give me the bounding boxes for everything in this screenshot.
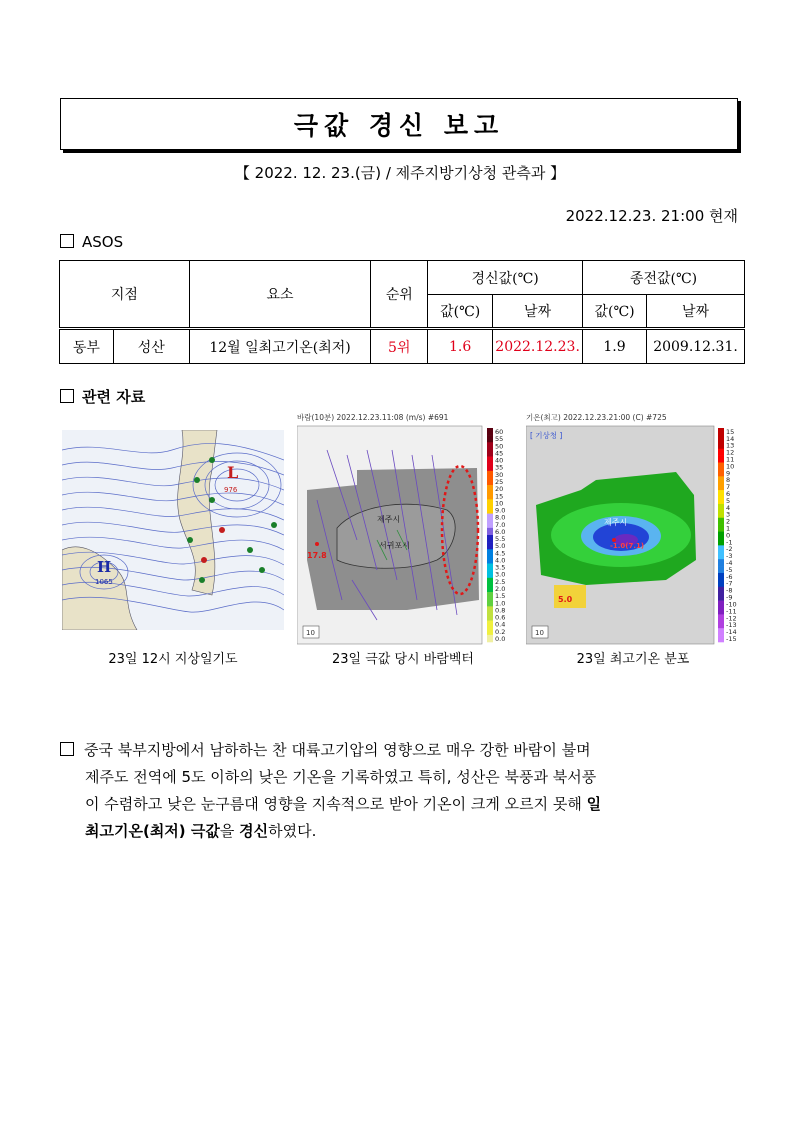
- colorbar-tick-label: -12: [726, 614, 737, 623]
- temp-scale-label: 10: [535, 629, 544, 637]
- colorbar-swatch: [487, 635, 493, 642]
- colorbar-tick-label: -14: [726, 628, 737, 637]
- colorbar-tick-label: 0.6: [495, 613, 506, 622]
- colorbar-swatch: [487, 464, 493, 471]
- colorbar-tick-label: 35: [495, 463, 504, 472]
- temp-map-tag: [ 기상청 ]: [530, 431, 563, 440]
- colorbar-tick-label: -4: [726, 559, 733, 568]
- colorbar-tick-label: 3.5: [495, 563, 506, 572]
- colorbar-swatch: [718, 463, 724, 470]
- colorbar-swatch: [718, 628, 724, 635]
- colorbar-tick-label: -3: [726, 552, 733, 561]
- colorbar-tick-label: -8: [726, 586, 733, 595]
- temp-city-jeju: 제주시: [604, 518, 628, 527]
- figure-caption-3: 23일 최고기온 분포: [576, 652, 690, 667]
- colorbar-swatch: [718, 511, 724, 518]
- colorbar-swatch: [718, 566, 724, 573]
- colorbar-swatch: [718, 635, 724, 642]
- colorbar-swatch: [718, 552, 724, 559]
- high-pressure-label: H: [97, 558, 112, 576]
- wind-city-jeju: 제주시: [377, 515, 401, 524]
- para-line-4-text-2: 하였다.: [268, 822, 317, 840]
- header-new-value: 경신값(℃): [428, 261, 583, 295]
- colorbar-tick-label: -15: [726, 634, 737, 643]
- colorbar-tick-label: 55: [495, 435, 504, 444]
- asos-section-heading: [60, 233, 123, 251]
- header-station: 지점: [60, 261, 190, 329]
- colorbar-tick-label: 15: [726, 427, 735, 436]
- colorbar-swatch: [487, 606, 493, 613]
- cell-region: 동부: [60, 329, 114, 364]
- para-line-3-bold: 일: [586, 795, 602, 813]
- colorbar-swatch: [487, 613, 493, 620]
- colorbar-swatch: [718, 580, 724, 587]
- colorbar-tick-label: 5.0: [495, 542, 506, 551]
- colorbar-tick-label: 20: [495, 485, 504, 494]
- colorbar-tick-label: -9: [726, 593, 733, 602]
- colorbar-tick-label: 2: [726, 517, 731, 526]
- colorbar-swatch: [487, 528, 493, 535]
- colorbar-tick-label: 3.0: [495, 570, 506, 579]
- colorbar-swatch: [487, 599, 493, 606]
- para-line-4-text-1: 을: [219, 822, 240, 840]
- colorbar-tick-label: 60: [495, 428, 504, 437]
- asos-table: [59, 260, 745, 364]
- cell-prev-value: 1.9: [583, 329, 647, 364]
- wind-map-header: 바람(10분) 2022.12.23.11:08 (m/s) #691: [297, 413, 449, 422]
- colorbar-swatch: [487, 506, 493, 513]
- colorbar-swatch: [487, 592, 493, 599]
- colorbar-tick-label: 2.0: [495, 584, 506, 593]
- colorbar-swatch: [718, 559, 724, 566]
- colorbar-swatch: [718, 476, 724, 483]
- colorbar-tick-label: 5: [726, 496, 731, 505]
- cell-station: 성산: [113, 329, 189, 364]
- table-row: [60, 329, 745, 364]
- header-prev-value: 종전값(℃): [583, 261, 745, 295]
- colorbar-tick-label: 0.2: [495, 627, 506, 636]
- colorbar-swatch: [487, 457, 493, 464]
- report-subtitle: 【 2022. 12. 23.(금) / 제주지방기상청 관측과 】: [234, 164, 566, 182]
- colorbar-swatch: [718, 428, 724, 435]
- temp-map-header: 기온(최고) 2022.12.23.21:00 (C) #725: [526, 413, 667, 422]
- colorbar-tick-label: 1.0: [495, 599, 506, 608]
- colorbar-swatch: [487, 549, 493, 556]
- colorbar-swatch: [487, 449, 493, 456]
- colorbar-tick-label: 8.0: [495, 513, 506, 522]
- colorbar-tick-label: 45: [495, 449, 504, 458]
- colorbar-swatch: [718, 518, 724, 525]
- colorbar-swatch: [718, 573, 724, 580]
- colorbar-tick-label: 0.0: [495, 634, 506, 643]
- colorbar-tick-label: 9: [726, 469, 731, 478]
- colorbar-tick-label: -11: [726, 607, 737, 616]
- report-title: 극값 경신 보고: [293, 111, 505, 140]
- colorbar-swatch: [718, 490, 724, 497]
- colorbar-swatch: [487, 478, 493, 485]
- para-line-4-bold-1: 최고기온(최저) 극값: [85, 822, 220, 840]
- wind-vector-map: [297, 410, 509, 646]
- colorbar-tick-label: 0.8: [495, 606, 506, 615]
- colorbar-swatch: [487, 442, 493, 449]
- colorbar-tick-label: -2: [726, 545, 733, 554]
- colorbar-tick-label: 4.0: [495, 556, 506, 565]
- colorbar-swatch: [718, 614, 724, 621]
- colorbar-tick-label: 6: [726, 489, 731, 498]
- colorbar-tick-label: 5.5: [495, 535, 506, 544]
- colorbar-tick-label: 4: [726, 503, 731, 512]
- colorbar-tick-label: 30: [495, 470, 504, 479]
- colorbar-swatch: [487, 514, 493, 521]
- colorbar-tick-label: -6: [726, 572, 733, 581]
- header-element: 요소: [189, 261, 371, 329]
- colorbar-swatch: [718, 538, 724, 545]
- colorbar-swatch: [718, 594, 724, 601]
- colorbar-tick-label: 40: [495, 456, 504, 465]
- colorbar-swatch: [487, 471, 493, 478]
- header-new-val: 값(℃): [428, 295, 493, 329]
- colorbar-swatch: [718, 532, 724, 539]
- cell-prev-date: 2009.12.31.: [646, 329, 744, 364]
- para-line-4-bold-2: 경신: [239, 822, 269, 840]
- colorbar-tick-label: 10: [495, 499, 504, 508]
- temp-center-value: -1.0(7.1): [610, 542, 645, 550]
- colorbar-swatch: [487, 485, 493, 492]
- colorbar-swatch: [718, 601, 724, 608]
- surface-weather-chart: [62, 430, 284, 630]
- colorbar-swatch: [487, 521, 493, 528]
- colorbar-tick-label: 12: [726, 448, 735, 457]
- report-title-box: [60, 98, 738, 150]
- related-section-label: 관련 자료: [82, 388, 146, 406]
- header-prev-val: 값(℃): [583, 295, 647, 329]
- colorbar-swatch: [718, 449, 724, 456]
- colorbar-tick-label: -5: [726, 565, 733, 574]
- colorbar-swatch: [487, 542, 493, 549]
- para-line-3: 이 수렴하고 낮은 눈구름대 영향을 지속적으로 받아 기온이 크게 오르지 못해: [85, 795, 587, 813]
- colorbar-tick-label: 25: [495, 477, 504, 486]
- colorbar-tick-label: 4.5: [495, 549, 506, 558]
- colorbar-swatch: [487, 556, 493, 563]
- colorbar-tick-label: 3: [726, 510, 731, 519]
- low-pressure-value: 976: [224, 486, 238, 494]
- asos-section-label: ASOS: [82, 233, 124, 251]
- high-pressure-value: 1065: [95, 578, 113, 586]
- cell-element: 12월 일최고기온(최저): [189, 329, 371, 364]
- checkbox-square-icon: [60, 389, 74, 403]
- colorbar-swatch: [718, 504, 724, 511]
- para-line-1: 중국 북부지방에서 남하하는 찬 대륙고기압의 영향으로 매우 강한 바람이 불며: [84, 741, 591, 759]
- colorbar-swatch: [718, 483, 724, 490]
- checkbox-square-icon: [60, 234, 74, 248]
- colorbar-swatch: [487, 428, 493, 435]
- checkbox-square-icon: [60, 742, 74, 756]
- colorbar-swatch: [487, 435, 493, 442]
- colorbar-tick-label: 14: [726, 434, 735, 443]
- related-section-heading: [60, 386, 145, 407]
- report-timestamp: 2022.12.23. 21:00 현재: [565, 207, 738, 225]
- colorbar-tick-label: -1: [726, 538, 733, 547]
- colorbar-swatch: [718, 442, 724, 449]
- colorbar-tick-label: 0.4: [495, 620, 506, 629]
- wind-scale-label: 10: [306, 629, 315, 637]
- summary-paragraph: [60, 737, 750, 845]
- colorbar-swatch: [718, 525, 724, 532]
- colorbar-swatch: [718, 621, 724, 628]
- colorbar-tick-label: 1: [726, 524, 731, 533]
- colorbar-tick-label: 13: [726, 441, 735, 450]
- colorbar-tick-label: 7: [726, 483, 731, 492]
- para-line-2: 제주도 전역에 5도 이하의 낮은 기온을 기록하였고 특히, 성산은 북풍과 북서풍: [85, 768, 597, 786]
- colorbar-swatch: [718, 607, 724, 614]
- colorbar-tick-label: 0: [726, 531, 731, 540]
- figure-caption-1: 23일 12시 지상일기도: [108, 652, 238, 667]
- colorbar-swatch: [487, 578, 493, 585]
- colorbar-tick-label: -7: [726, 579, 733, 588]
- cell-rank: 5위: [371, 329, 428, 364]
- colorbar-tick-label: 6.0: [495, 527, 506, 536]
- colorbar-tick-label: 50: [495, 442, 504, 451]
- colorbar-tick-label: 2.5: [495, 577, 506, 586]
- colorbar-tick-label: 15: [495, 492, 504, 501]
- max-temperature-map: [526, 410, 740, 646]
- wind-value-label: 17.8: [307, 551, 327, 560]
- temp-south-value: 5.0: [558, 595, 573, 604]
- low-pressure-label: L: [227, 463, 239, 482]
- colorbar-swatch: [718, 497, 724, 504]
- colorbar-swatch: [487, 571, 493, 578]
- wind-city-seogwipo: 서귀포시: [379, 541, 410, 550]
- colorbar-swatch: [487, 621, 493, 628]
- cell-new-date: 2022.12.23.: [493, 329, 583, 364]
- header-new-date: 날짜: [493, 295, 583, 329]
- cell-new-value: 1.6: [428, 329, 493, 364]
- wind-colorbar: [487, 428, 505, 643]
- colorbar-tick-label: -13: [726, 621, 737, 630]
- colorbar-swatch: [487, 499, 493, 506]
- colorbar-swatch: [487, 535, 493, 542]
- colorbar-tick-label: 10: [726, 462, 735, 471]
- colorbar-swatch: [487, 564, 493, 571]
- colorbar-swatch: [718, 435, 724, 442]
- colorbar-swatch: [718, 456, 724, 463]
- colorbar-swatch: [487, 492, 493, 499]
- colorbar-swatch: [487, 628, 493, 635]
- colorbar-tick-label: 7.0: [495, 520, 506, 529]
- colorbar-tick-label: 1.5: [495, 592, 506, 601]
- header-prev-date: 날짜: [646, 295, 744, 329]
- colorbar-swatch: [718, 545, 724, 552]
- figure-caption-2: 23일 극값 당시 바람벡터: [332, 652, 474, 667]
- colorbar-tick-label: 9.0: [495, 506, 506, 515]
- colorbar-tick-label: 8: [726, 476, 731, 485]
- colorbar-tick-label: -10: [726, 600, 737, 609]
- header-rank: 순위: [371, 261, 428, 329]
- colorbar-swatch: [487, 585, 493, 592]
- colorbar-tick-label: 11: [726, 455, 735, 464]
- colorbar-swatch: [718, 469, 724, 476]
- colorbar-swatch: [718, 587, 724, 594]
